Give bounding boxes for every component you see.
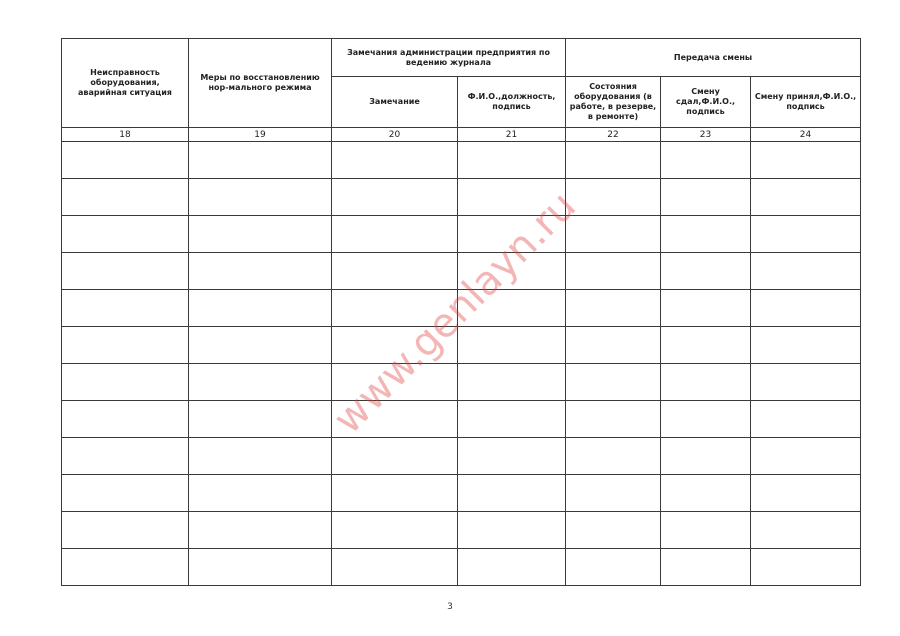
table-cell[interactable] xyxy=(62,549,189,586)
table-cell[interactable] xyxy=(458,327,566,364)
table-cell[interactable] xyxy=(661,290,751,327)
table-cell[interactable] xyxy=(62,512,189,549)
watermark: www.genlayn.ru xyxy=(324,183,585,444)
table-cell[interactable] xyxy=(566,216,661,253)
table-cell[interactable] xyxy=(332,438,458,475)
table-cell[interactable] xyxy=(189,290,332,327)
table-row xyxy=(62,253,861,290)
table-cell[interactable] xyxy=(189,179,332,216)
table-row xyxy=(62,327,861,364)
column-number: 22 xyxy=(566,128,661,142)
table-cell[interactable] xyxy=(661,512,751,549)
column-number: 23 xyxy=(661,128,751,142)
header-malfunction: Неисправность оборудования, аварийная ситуация xyxy=(62,39,189,128)
table-cell[interactable] xyxy=(661,327,751,364)
table-cell[interactable] xyxy=(189,475,332,512)
table-cell[interactable] xyxy=(332,142,458,179)
table-cell[interactable] xyxy=(566,364,661,401)
table-cell[interactable] xyxy=(566,142,661,179)
table-cell[interactable] xyxy=(751,327,861,364)
journal-table xyxy=(61,38,861,586)
table-cell[interactable] xyxy=(566,179,661,216)
table-cell[interactable] xyxy=(458,512,566,549)
table-cell[interactable] xyxy=(189,364,332,401)
header-remark: Замечание xyxy=(332,77,458,128)
header-recovery-measures: Меры по восстановлению нор-мального режима xyxy=(189,39,332,128)
table-cell[interactable] xyxy=(566,549,661,586)
table-cell[interactable] xyxy=(751,253,861,290)
table-cell[interactable] xyxy=(62,438,189,475)
table-cell[interactable] xyxy=(661,364,751,401)
table-cell[interactable] xyxy=(189,142,332,179)
column-number-row xyxy=(62,128,861,142)
table-cell[interactable] xyxy=(661,142,751,179)
table-cell[interactable] xyxy=(661,549,751,586)
table-cell[interactable] xyxy=(458,475,566,512)
table-cell[interactable] xyxy=(332,401,458,438)
table-cell[interactable] xyxy=(566,475,661,512)
header-equipment-state: Состояния оборудования (в работе, в резерве, в ремонте) xyxy=(566,77,661,128)
column-number: 24 xyxy=(751,128,861,142)
table-row xyxy=(62,475,861,512)
table-cell[interactable] xyxy=(751,512,861,549)
table-cell[interactable] xyxy=(189,438,332,475)
table-cell[interactable] xyxy=(458,290,566,327)
header-group-admin-remarks: Замечания администрации предприятия по ведению журнала xyxy=(332,39,566,77)
table-cell[interactable] xyxy=(332,253,458,290)
table-cell[interactable] xyxy=(458,549,566,586)
table-cell[interactable] xyxy=(661,475,751,512)
table-cell[interactable] xyxy=(62,179,189,216)
table-cell[interactable] xyxy=(189,512,332,549)
table-cell[interactable] xyxy=(189,253,332,290)
table-row xyxy=(62,216,861,253)
table-cell[interactable] xyxy=(332,216,458,253)
table-cell[interactable] xyxy=(458,438,566,475)
table-cell[interactable] xyxy=(751,179,861,216)
table-cell[interactable] xyxy=(566,438,661,475)
table-cell[interactable] xyxy=(189,216,332,253)
table-cell[interactable] xyxy=(458,364,566,401)
header-shift-handed-over: Смену сдал,Ф.И.О., подпись xyxy=(661,77,751,128)
table-row xyxy=(62,401,861,438)
table-cell[interactable] xyxy=(566,290,661,327)
table-cell[interactable] xyxy=(62,327,189,364)
column-number: 19 xyxy=(189,128,332,142)
table-cell[interactable] xyxy=(189,549,332,586)
table-cell[interactable] xyxy=(189,327,332,364)
header-group-shift-transfer: Передача смены xyxy=(566,39,861,77)
table-cell[interactable] xyxy=(62,290,189,327)
table-cell[interactable] xyxy=(751,364,861,401)
table-cell[interactable] xyxy=(332,290,458,327)
page-number: 3 xyxy=(447,602,453,612)
table-row xyxy=(62,512,861,549)
table-cell[interactable] xyxy=(458,179,566,216)
table-cell[interactable] xyxy=(566,327,661,364)
table-cell[interactable] xyxy=(661,179,751,216)
table-row xyxy=(62,179,861,216)
table-cell[interactable] xyxy=(751,549,861,586)
entry-rows xyxy=(62,142,861,586)
table-cell[interactable] xyxy=(751,142,861,179)
table-cell[interactable] xyxy=(62,475,189,512)
table-row xyxy=(62,290,861,327)
header-name-position-signature: Ф.И.О.,должность, подпись xyxy=(458,77,566,128)
column-number: 18 xyxy=(62,128,189,142)
table-cell[interactable] xyxy=(62,401,189,438)
table-cell[interactable] xyxy=(661,438,751,475)
table-cell[interactable] xyxy=(332,364,458,401)
table-cell[interactable] xyxy=(751,475,861,512)
table-cell[interactable] xyxy=(332,549,458,586)
table-cell[interactable] xyxy=(661,253,751,290)
table-cell[interactable] xyxy=(661,401,751,438)
table-cell[interactable] xyxy=(62,216,189,253)
table-cell[interactable] xyxy=(332,512,458,549)
table-row xyxy=(62,142,861,179)
table-cell[interactable] xyxy=(751,438,861,475)
table-cell[interactable] xyxy=(566,512,661,549)
table-cell[interactable] xyxy=(62,364,189,401)
column-number: 20 xyxy=(332,128,458,142)
table-cell[interactable] xyxy=(661,216,751,253)
table-cell[interactable] xyxy=(332,179,458,216)
table-cell[interactable] xyxy=(566,401,661,438)
table-row xyxy=(62,549,861,586)
table-cell[interactable] xyxy=(332,327,458,364)
table-cell[interactable] xyxy=(751,290,861,327)
table-cell[interactable] xyxy=(751,401,861,438)
table-cell[interactable] xyxy=(62,253,189,290)
table-cell[interactable] xyxy=(458,401,566,438)
column-number: 21 xyxy=(458,128,566,142)
table-row xyxy=(62,364,861,401)
table-cell[interactable] xyxy=(458,216,566,253)
table-cell[interactable] xyxy=(458,142,566,179)
table-row xyxy=(62,438,861,475)
table-cell[interactable] xyxy=(332,475,458,512)
table-cell[interactable] xyxy=(458,253,566,290)
table-cell[interactable] xyxy=(62,142,189,179)
table-cell[interactable] xyxy=(189,401,332,438)
table-cell[interactable] xyxy=(566,253,661,290)
table-cell[interactable] xyxy=(751,216,861,253)
header-shift-accepted: Смену принял,Ф.И.О., подпись xyxy=(751,77,861,128)
